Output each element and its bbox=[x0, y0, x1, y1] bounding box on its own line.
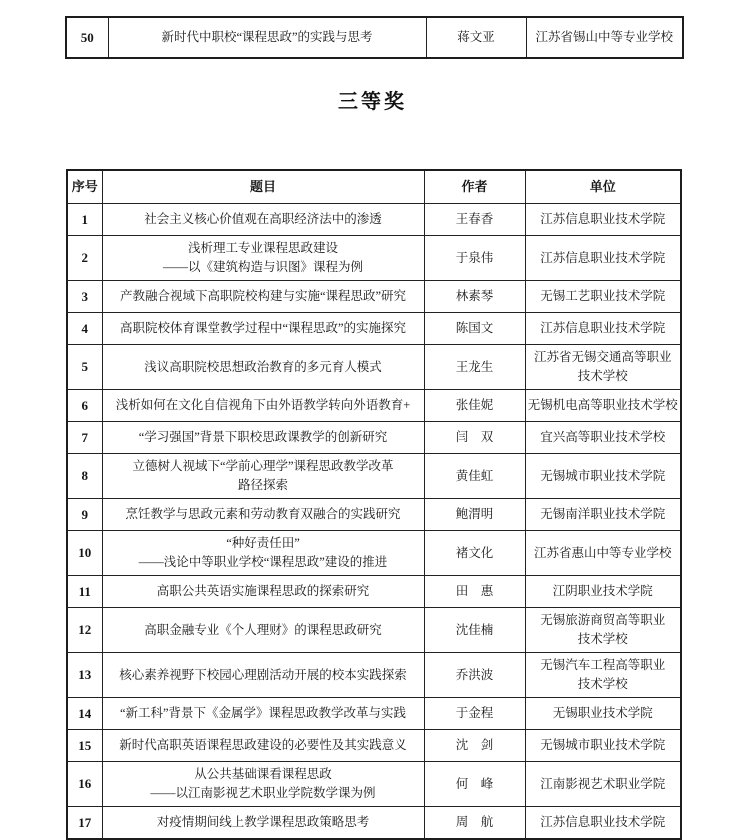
title-cell: 烹饪教学与思政元素和劳动教育双融合的实践研究 bbox=[102, 499, 424, 531]
row-number-cell: 3 bbox=[67, 281, 102, 313]
table-row bbox=[67, 390, 681, 422]
author-cell: 乔洪波 bbox=[424, 653, 525, 698]
table-row bbox=[67, 807, 681, 840]
org-cell: 无锡工艺职业技术学院 bbox=[525, 281, 681, 313]
table-row bbox=[67, 313, 681, 345]
author-cell: 何 峰 bbox=[424, 762, 525, 807]
table-row bbox=[67, 454, 681, 499]
row-number-cell: 6 bbox=[67, 390, 102, 422]
award-table bbox=[66, 169, 682, 840]
title-cell: 高职院校体育课堂教学过程中“课程思政”的实施探究 bbox=[102, 313, 424, 345]
row-number-cell: 12 bbox=[67, 608, 102, 653]
row-number-cell: 11 bbox=[67, 576, 102, 608]
org-cell: 江苏省惠山中等专业学校 bbox=[525, 531, 681, 576]
title-cell: 从公共基础课看课程思政 ——以江南影视艺术职业学院数学课为例 bbox=[102, 762, 424, 807]
table-row bbox=[67, 698, 681, 730]
author-cell: 蒋文亚 bbox=[426, 17, 526, 58]
table-row bbox=[67, 499, 681, 531]
header-author: 作者 bbox=[424, 170, 525, 204]
title-cell: 浅析理工专业课程思政建设 ——以《建筑构造与识图》课程为例 bbox=[102, 236, 424, 281]
table-row bbox=[67, 422, 681, 454]
table-row bbox=[67, 236, 681, 281]
org-cell: 无锡旅游商贸高等职业 技术学校 bbox=[525, 608, 681, 653]
org-cell: 江苏信息职业技术学院 bbox=[525, 807, 681, 840]
title-cell: 高职公共英语实施课程思政的探索研究 bbox=[102, 576, 424, 608]
title-cell: 对疫情期间线上教学课程思政策略思考 bbox=[102, 807, 424, 840]
title-cell: 浅析如何在文化自信视角下由外语教学转向外语教育+ bbox=[102, 390, 424, 422]
author-cell: 周 航 bbox=[424, 807, 525, 840]
table-row bbox=[67, 345, 681, 390]
row-number-cell: 10 bbox=[67, 531, 102, 576]
author-cell: 张佳妮 bbox=[424, 390, 525, 422]
title-cell: 产教融合视域下高职院校构建与实施“课程思政”研究 bbox=[102, 281, 424, 313]
row-number-cell: 1 bbox=[67, 204, 102, 236]
row-number-cell: 16 bbox=[67, 762, 102, 807]
org-cell: 江苏信息职业技术学院 bbox=[525, 236, 681, 281]
table-row bbox=[66, 17, 683, 58]
author-cell: 黄佳虹 bbox=[424, 454, 525, 499]
org-cell: 无锡南洋职业技术学院 bbox=[525, 499, 681, 531]
author-cell: 王春香 bbox=[424, 204, 525, 236]
row-number-cell: 7 bbox=[67, 422, 102, 454]
table-row bbox=[67, 653, 681, 698]
org-cell: 江苏省无锡交通高等职业 技术学校 bbox=[525, 345, 681, 390]
org-cell: 无锡城市职业技术学院 bbox=[525, 730, 681, 762]
author-cell: 王龙生 bbox=[424, 345, 525, 390]
header-title: 题目 bbox=[102, 170, 424, 204]
author-cell: 褚文化 bbox=[424, 531, 525, 576]
org-cell: 无锡职业技术学院 bbox=[525, 698, 681, 730]
title-cell: 高职金融专业《个人理财》的课程思政研究 bbox=[102, 608, 424, 653]
row-number-cell: 14 bbox=[67, 698, 102, 730]
author-cell: 田 惠 bbox=[424, 576, 525, 608]
org-cell: 宜兴高等职业技术学校 bbox=[525, 422, 681, 454]
author-cell: 闫 双 bbox=[424, 422, 525, 454]
org-cell: 江苏信息职业技术学院 bbox=[525, 204, 681, 236]
row-number-cell: 13 bbox=[67, 653, 102, 698]
table-row bbox=[67, 204, 681, 236]
header-org: 单位 bbox=[525, 170, 681, 204]
author-cell: 陈国文 bbox=[424, 313, 525, 345]
row-number-cell: 4 bbox=[67, 313, 102, 345]
row-number-cell: 5 bbox=[67, 345, 102, 390]
author-cell: 沈 剑 bbox=[424, 730, 525, 762]
title-cell: “新工科”背景下《金属学》课程思政教学改革与实践 bbox=[102, 698, 424, 730]
table-header-row bbox=[67, 170, 681, 204]
row-number-cell: 2 bbox=[67, 236, 102, 281]
title-cell: 社会主义核心价值观在高职经济法中的渗透 bbox=[102, 204, 424, 236]
title-cell: “种好责任田” ——浅论中等职业学校“课程思政”建设的推进 bbox=[102, 531, 424, 576]
title-cell: 新时代中职校“课程思政”的实践与思考 bbox=[108, 17, 426, 58]
author-cell: 林素琴 bbox=[424, 281, 525, 313]
title-cell: 立德树人视域下“学前心理学”课程思政教学改革 路径探索 bbox=[102, 454, 424, 499]
row-number-cell: 17 bbox=[67, 807, 102, 840]
org-cell: 无锡汽车工程高等职业 技术学校 bbox=[525, 653, 681, 698]
previous-table-last-row bbox=[65, 16, 684, 59]
title-cell: 新时代高职英语课程思政建设的必要性及其实践意义 bbox=[102, 730, 424, 762]
row-number-cell: 8 bbox=[67, 454, 102, 499]
author-cell: 沈佳楠 bbox=[424, 608, 525, 653]
table-row bbox=[67, 576, 681, 608]
section-title: 三等奖 bbox=[338, 91, 407, 113]
org-cell: 无锡机电高等职业技术学校 bbox=[525, 390, 681, 422]
org-cell: 无锡城市职业技术学院 bbox=[525, 454, 681, 499]
row-number-cell: 15 bbox=[67, 730, 102, 762]
author-cell: 鲍渭明 bbox=[424, 499, 525, 531]
table-row bbox=[67, 281, 681, 313]
table-row bbox=[67, 608, 681, 653]
table-row bbox=[67, 531, 681, 576]
table-row bbox=[67, 762, 681, 807]
title-cell: “学习强国”背景下职校思政课教学的创新研究 bbox=[102, 422, 424, 454]
table-row bbox=[67, 730, 681, 762]
org-cell: 江南影视艺术职业学院 bbox=[525, 762, 681, 807]
title-cell: 核心素养视野下校园心理剧活动开展的校本实践探索 bbox=[102, 653, 424, 698]
award-table-body bbox=[67, 204, 681, 840]
org-cell: 江苏信息职业技术学院 bbox=[525, 313, 681, 345]
row-number-cell: 9 bbox=[67, 499, 102, 531]
author-cell: 于泉伟 bbox=[424, 236, 525, 281]
org-cell: 江阴职业技术学院 bbox=[525, 576, 681, 608]
header-no: 序号 bbox=[67, 170, 102, 204]
row-number-cell: 50 bbox=[66, 17, 108, 58]
author-cell: 于金程 bbox=[424, 698, 525, 730]
org-cell: 江苏省锡山中等专业学校 bbox=[526, 17, 683, 58]
title-cell: 浅议高职院校思想政治教育的多元育人模式 bbox=[102, 345, 424, 390]
